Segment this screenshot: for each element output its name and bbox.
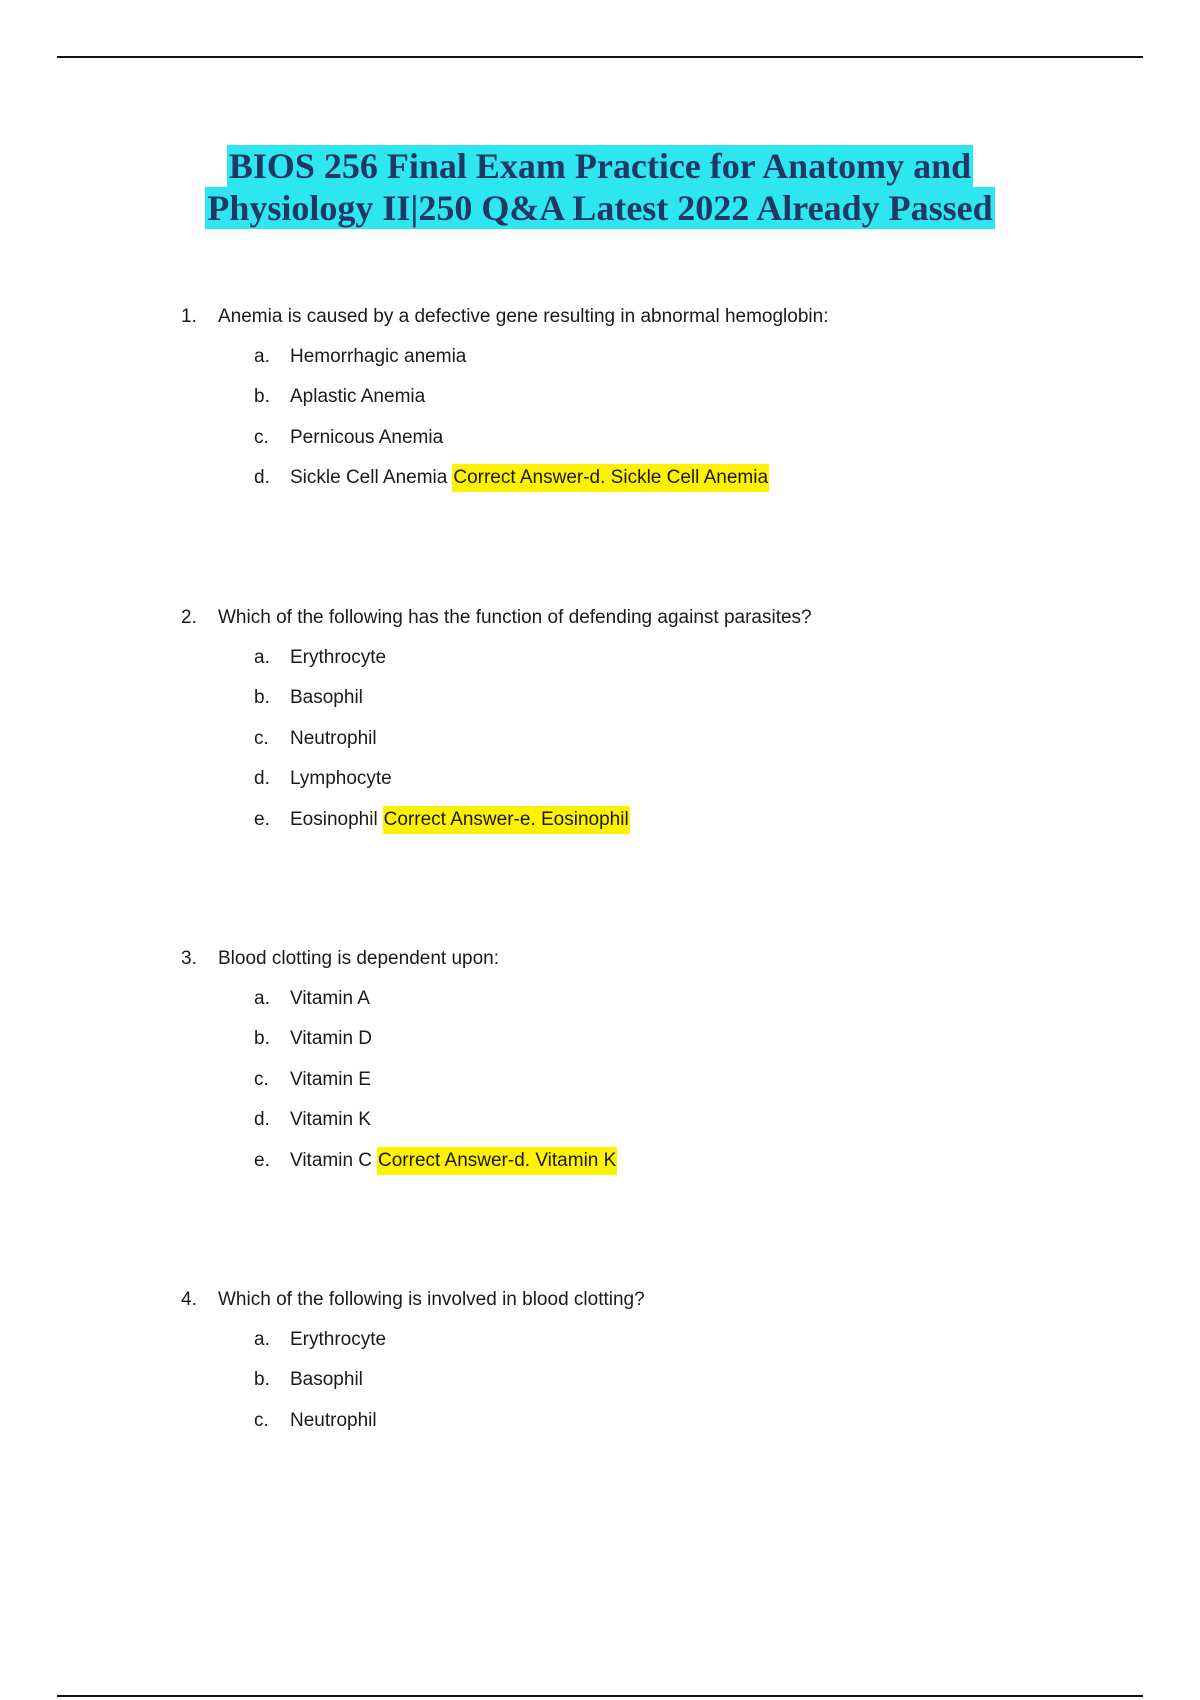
option-list [181, 1326, 1081, 1435]
option-text: Aplastic Anemia [290, 386, 426, 408]
document-title [0, 145, 1200, 229]
question-1 [181, 303, 1081, 505]
option-item [181, 1106, 1081, 1134]
option-text: Erythrocyte [290, 1329, 387, 1350]
option-item [181, 1407, 1081, 1435]
option-item [181, 684, 1081, 712]
option-list [181, 985, 1081, 1175]
option-text: Basophil [290, 687, 363, 709]
option-text: Vitamin K [290, 1109, 371, 1131]
option-text: Hemorrhagic anemia [290, 346, 467, 367]
option-text: Vitamin C [290, 1149, 373, 1171]
option-item [181, 1366, 1081, 1394]
footer-rule [57, 1695, 1143, 1697]
title-line-2: Physiology II|250 Q&A Latest 2022 Already Passed [207, 188, 993, 228]
question-stem [181, 604, 1081, 632]
question-stem [181, 303, 1081, 331]
header-rule [57, 56, 1143, 58]
option-letter: b. [254, 1369, 270, 1391]
option-letter: c. [254, 1409, 269, 1431]
option-letter: a. [254, 346, 270, 367]
question-text: Which of the following is involved in blood clotting? [218, 1289, 645, 1310]
option-letter: e. [254, 808, 270, 830]
question-number: 4. [181, 1289, 197, 1310]
option-letter: b. [254, 1028, 270, 1050]
option-letter: e. [254, 1149, 270, 1171]
option-item [181, 1326, 1081, 1354]
title-line-1: BIOS 256 Final Exam Practice for Anatomy and [228, 146, 972, 186]
question-2 [181, 604, 1081, 846]
option-text: Erythrocyte [290, 647, 387, 668]
correct-answer-highlight: Correct Answer-d. Vitamin K [377, 1147, 617, 1175]
question-number: 3. [181, 948, 197, 969]
option-text: Lymphocyte [290, 768, 392, 790]
option-letter: a. [254, 988, 270, 1009]
question-4 [181, 1286, 1081, 1447]
question-stem [181, 1286, 1081, 1314]
option-letter: c. [254, 426, 269, 448]
option-text: Vitamin E [290, 1068, 371, 1090]
question-number: 2. [181, 607, 197, 628]
question-3 [181, 945, 1081, 1187]
question-number: 1. [181, 306, 197, 327]
option-text: Neutrophil [290, 1409, 377, 1431]
option-letter: a. [254, 647, 270, 668]
option-item [181, 383, 1081, 411]
option-item [181, 343, 1081, 371]
option-list [181, 343, 1081, 492]
correct-answer-highlight: Correct Answer-d. Sickle Cell Anemia [452, 464, 769, 492]
option-item [181, 464, 1081, 492]
option-item [181, 985, 1081, 1013]
question-text: Anemia is caused by a defective gene resulting in abnormal hemoglobin: [218, 306, 829, 327]
option-item [181, 1066, 1081, 1094]
option-item [181, 1147, 1081, 1175]
option-text: Vitamin A [290, 988, 370, 1009]
option-letter: d. [254, 467, 270, 489]
option-list [181, 644, 1081, 834]
option-text: Eosinophil [290, 808, 378, 830]
option-letter: d. [254, 768, 270, 790]
option-text: Sickle Cell Anemia [290, 467, 448, 489]
option-item [181, 765, 1081, 793]
option-letter: b. [254, 386, 270, 408]
option-item [181, 806, 1081, 834]
option-text: Basophil [290, 1369, 363, 1391]
option-item [181, 1025, 1081, 1053]
option-text: Pernicous Anemia [290, 426, 444, 448]
option-letter: c. [254, 1068, 269, 1090]
option-item [181, 644, 1081, 672]
question-text: Which of the following has the function of defending against parasites? [218, 607, 812, 628]
question-text: Blood clotting is dependent upon: [218, 948, 499, 969]
correct-answer-highlight: Correct Answer-e. Eosinophil [383, 806, 630, 834]
option-letter: a. [254, 1329, 270, 1350]
option-letter: c. [254, 727, 269, 749]
question-stem [181, 945, 1081, 973]
option-item [181, 725, 1081, 753]
option-text: Vitamin D [290, 1028, 373, 1050]
option-letter: b. [254, 687, 270, 709]
option-text: Neutrophil [290, 727, 377, 749]
option-item [181, 424, 1081, 452]
option-letter: d. [254, 1109, 270, 1131]
